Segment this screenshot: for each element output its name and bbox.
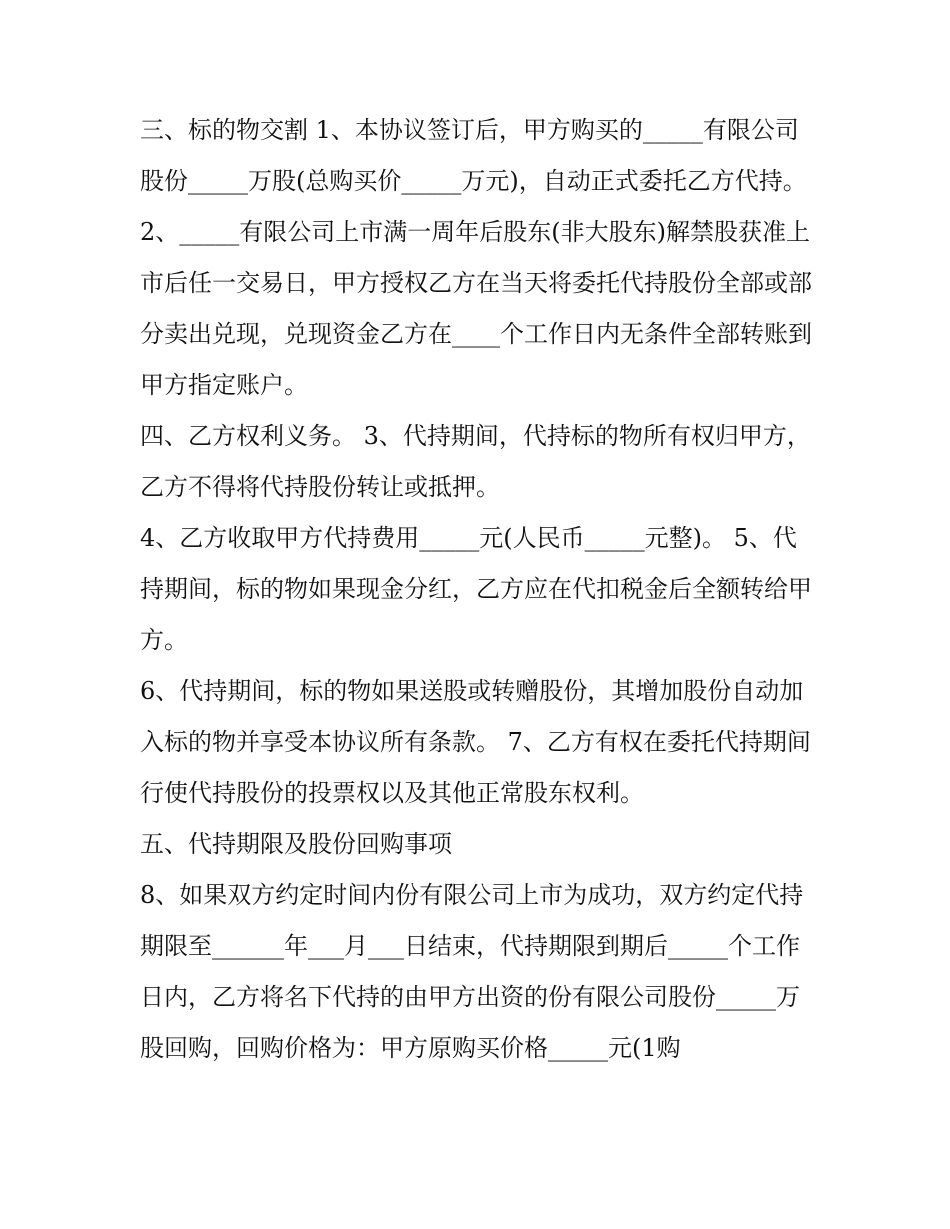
paragraph-section-3-clause-1: 三、标的物交割 1、本协议签订后，甲方购买的_____有限公司股份_____万股(总购买价_____万元)，自动正式委托乙方代持。 bbox=[140, 116, 807, 195]
paragraph-clause-4-5: 4、乙方收取甲方代持费用_____元(人民币_____元整)。 5、代持期间，标的物如果现金分红，乙方应在代扣税金后全额转给甲方。 bbox=[140, 524, 812, 654]
section-5-heading: 五、代持期限及股份回购事项 bbox=[140, 830, 452, 858]
paragraph-section-4-clause-3: 四、乙方权利义务。 3、代持期间，代持标的物所有权归甲方，乙方不得将代持股份转让或抵押。 bbox=[140, 422, 811, 501]
paragraph-clause-2: 2、_____有限公司上市满一周年后股东(非大股东)解禁股获准上市后任一交易日，甲方授权乙方在当天将委托代持股份全部或部分卖出兑现，兑现资金乙方在____个工作日内无条件全部转账到甲方指定账户。 bbox=[140, 218, 812, 399]
paragraph-clause-8: 8、如果双方约定时间内份有限公司上市为成功，双方约定代持期限至______年___月___日结束，代持期限到期后_____个工作日内，乙方将名下代持的由甲方出资的份有限公司股份_____万股回购，回购价格为：甲方原购买价格_____元(1购 bbox=[140, 881, 804, 1062]
document-body bbox=[140, 105, 812, 1074]
paragraph-clause-6-7: 6、代持期间，标的物如果送股或转赠股份，其增加股份自动加入标的物并享受本协议所有条款。 7、乙方有权在委托代持期间行使代持股份的投票权以及其他正常股东权利。 bbox=[140, 677, 811, 807]
